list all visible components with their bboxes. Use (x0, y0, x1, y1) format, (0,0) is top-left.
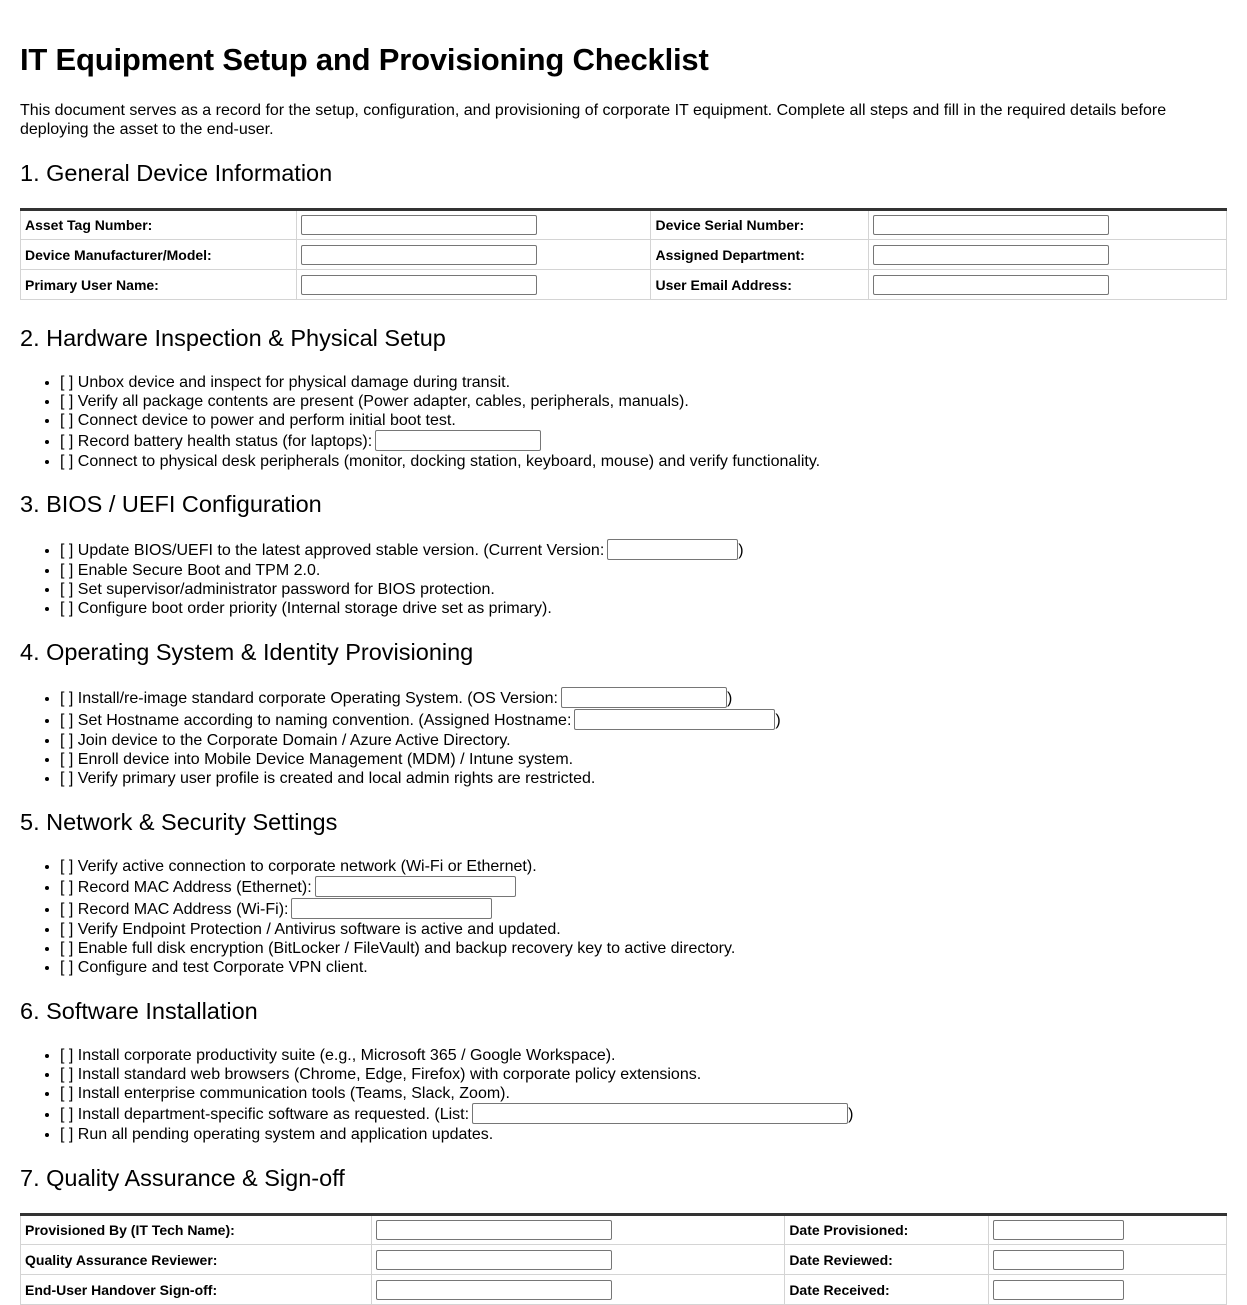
serial-number-label: Device Serial Number: (651, 210, 869, 240)
bios-checklist (20, 539, 744, 618)
table-row (21, 240, 1227, 270)
list-item[interactable]: • [ ] Record MAC Address (Wi-Fi): (60, 898, 735, 920)
date-received-input[interactable] (993, 1280, 1124, 1300)
section-heading-network: 5. Network & Security Settings (20, 809, 338, 835)
page-title: IT Equipment Setup and Provisioning Checklist (20, 42, 709, 77)
section-heading-qa: 7. Quality Assurance & Sign-off (20, 1165, 345, 1191)
list-item[interactable]: • [ ] Verify primary user profile is created and local admin rights are restricted. (60, 769, 781, 788)
section-heading-software: 6. Software Installation (20, 998, 258, 1024)
manufacturer-model-input[interactable] (301, 245, 537, 265)
list-item[interactable]: • [ ] Unbox device and inspect for physical damage during transit. (60, 373, 820, 392)
list-item[interactable]: • [ ] Update BIOS/UEFI to the latest approved stable version. (Current Version: ) (60, 539, 744, 561)
list-item[interactable]: • [ ] Verify Endpoint Protection / Antivirus software is active and updated. (60, 920, 735, 939)
general-info-table (20, 208, 1227, 300)
section-heading-bios: 3. BIOS / UEFI Configuration (20, 491, 322, 517)
battery-health-input[interactable] (375, 430, 541, 451)
list-item[interactable]: • [ ] Join device to the Corporate Domain / Azure Active Directory. (60, 731, 781, 750)
table-row (21, 270, 1227, 300)
section-heading-hardware: 2. Hardware Inspection & Physical Setup (20, 325, 446, 351)
list-item[interactable]: • [ ] Run all pending operating system and application updates. (60, 1125, 853, 1144)
os-version-input[interactable] (561, 687, 727, 708)
intro-paragraph: This document serves as a record for the setup, configuration, and provisioning of corporate IT equipment. Complete all steps and fill in the required details before deploying the asset to the end-user. (20, 102, 1167, 138)
list-item[interactable]: • [ ] Connect to physical desk peripherals (monitor, docking station, keyboard, mouse) and verify functionality. (60, 452, 820, 471)
list-item[interactable]: • [ ] Record battery health status (for laptops): (60, 430, 820, 452)
software-list-input[interactable] (472, 1103, 848, 1124)
section-heading-os: 4. Operating System & Identity Provisioning (20, 639, 474, 665)
table-row (21, 1215, 1227, 1245)
list-item[interactable]: • [ ] Enable full disk encryption (BitLocker / FileVault) and backup recovery key to active directory. (60, 939, 735, 958)
hardware-checklist (20, 373, 820, 471)
date-reviewed-input[interactable] (993, 1250, 1124, 1270)
list-item[interactable]: • [ ] Install enterprise communication tools (Teams, Slack, Zoom). (60, 1084, 853, 1103)
list-item[interactable]: • [ ] Verify all package contents are present (Power adapter, cables, peripherals, manuals). (60, 392, 820, 411)
asset-tag-input[interactable] (301, 215, 537, 235)
list-item[interactable]: • [ ] Install department-specific software as requested. (List: ) (60, 1103, 853, 1125)
list-item[interactable]: • [ ] Connect device to power and perform initial boot test. (60, 411, 820, 430)
software-checklist (20, 1046, 853, 1144)
list-item[interactable]: • [ ] Configure boot order priority (Internal storage drive set as primary). (60, 599, 744, 618)
list-item[interactable]: • [ ] Record MAC Address (Ethernet): (60, 876, 735, 898)
hostname-input[interactable] (574, 709, 775, 730)
provisioned-by-input[interactable] (376, 1220, 612, 1240)
qa-reviewer-label: Quality Assurance Reviewer: (21, 1245, 372, 1275)
bios-version-input[interactable] (607, 539, 738, 560)
user-email-label: User Email Address: (651, 270, 869, 300)
manufacturer-model-label: Device Manufacturer/Model: (21, 240, 297, 270)
date-reviewed-label: Date Reviewed: (785, 1245, 989, 1275)
department-input[interactable] (873, 245, 1109, 265)
date-provisioned-input[interactable] (993, 1220, 1124, 1240)
asset-tag-label: Asset Tag Number: (21, 210, 297, 240)
user-name-input[interactable] (301, 275, 537, 295)
list-item[interactable]: • [ ] Configure and test Corporate VPN client. (60, 958, 735, 977)
table-row (21, 210, 1227, 240)
mac-wifi-input[interactable] (291, 898, 492, 919)
handover-signoff-label: End-User Handover Sign-off: (21, 1275, 372, 1305)
list-item[interactable]: • [ ] Enable Secure Boot and TPM 2.0. (60, 561, 744, 580)
user-name-label: Primary User Name: (21, 270, 297, 300)
user-email-input[interactable] (873, 275, 1109, 295)
provisioned-by-label: Provisioned By (IT Tech Name): (21, 1215, 372, 1245)
list-item[interactable]: • [ ] Install standard web browsers (Chrome, Edge, Firefox) with corporate policy extensions. (60, 1065, 853, 1084)
date-received-label: Date Received: (785, 1275, 989, 1305)
list-item[interactable]: • [ ] Install/re-image standard corporate Operating System. (OS Version: ) (60, 687, 781, 709)
list-item[interactable]: • [ ] Install corporate productivity suite (e.g., Microsoft 365 / Google Workspace). (60, 1046, 853, 1065)
list-item[interactable]: • [ ] Enroll device into Mobile Device Management (MDM) / Intune system. (60, 750, 781, 769)
section-heading-general: 1. General Device Information (20, 160, 333, 186)
network-checklist (20, 857, 735, 977)
table-row (21, 1275, 1227, 1305)
department-label: Assigned Department: (651, 240, 869, 270)
list-item[interactable]: • [ ] Set supervisor/administrator password for BIOS protection. (60, 580, 744, 599)
list-item[interactable]: • [ ] Set Hostname according to naming convention. (Assigned Hostname: ) (60, 709, 781, 731)
date-provisioned-label: Date Provisioned: (785, 1215, 989, 1245)
list-item[interactable]: • [ ] Verify active connection to corporate network (Wi-Fi or Ethernet). (60, 857, 735, 876)
qa-reviewer-input[interactable] (376, 1250, 612, 1270)
serial-number-input[interactable] (873, 215, 1109, 235)
mac-ethernet-input[interactable] (315, 876, 516, 897)
handover-signoff-input[interactable] (376, 1280, 612, 1300)
os-checklist (20, 687, 781, 788)
qa-signoff-table (20, 1213, 1227, 1305)
table-row (21, 1245, 1227, 1275)
